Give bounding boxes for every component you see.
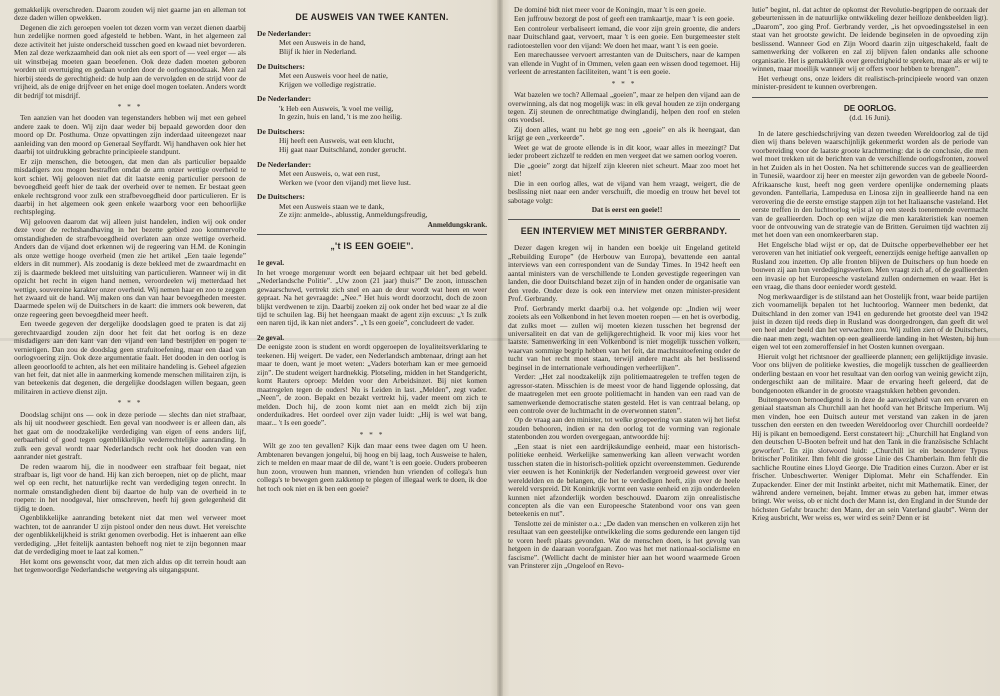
section-divider: * * *	[117, 398, 143, 408]
column-2	[257, 6, 487, 690]
paragraph: Een juffrouw bezorgt de post of geeft een tramkaartje, maar 't is een goeie.	[514, 14, 735, 24]
paragraph: Nog merkwaardiger is de stilstand aan het Oostelijk front, waar beide partijen zich voornamelijk bepalen tot het luchtoorlog. Wanneer men bedenkt, dat Duitschland in den zomer van 1941 en gedurende het grootste deel van 1942 juist in dezen tijd reeds diep in Rusland was doorgedrongen, dan geeft dit wel een heel ander beeld dan het verwachten zou. Wij zullen zien of de Duitschers, die naar men zegt, wachten op een geallieerde landing in het Westen, bij hun eigen wel tot een zomeroffensief in het Oosten kunnen overgaan.	[752, 291, 988, 352]
paragraph: In het vroege morgenuur wordt een bejaard echtpaar uit het bed gebeld. „Nederlandsche Politie”. „Uw zoon (21 jaar) thuis?” De zoon, intusschen gewaarschuwd, vertrekt zich snel en aan de deur wordt wat heen en weer gepraat. Na het gevraagde: „Nee.” Het huis wordt doorzocht, doch de zoon blijkt verdwenen te zijn. Daarbij zoeken zij ook onder het bed waar ze al die tijd te schuilen lag. Bij het heengaan maakt de agent zijn excuus: „'t Is zulk een naren tijd, ik kan niet anders”. „'t Is een goeie”, concludeert de vader.	[257, 267, 487, 328]
poem-speaker: De Nederlander:	[257, 29, 312, 38]
paragraph: De eenigste zoon is student en wordt opgeroepen de loyaliteitsverklaring te teekenen. Hij weigert. De vader, een Nederlandsch ambtenaar, dringt aan het maar te doen, want je moet weten: „Vaders boterham kan er mee gemoeid zijn”. De student weigert hardnekkig. Plotseling, midden in het Standgericht, komt Rauters oproep: Melden voor den Arbeidsinzet. Bij niet komen maatregelen tegen de ouders! Nu is Leiden in last. „Melden”, zegt vader. „Neen”, de zoon. Bepakt en bezakt vertrekt hij, vader meent om zich te melden. Doch hij, de zoon komt niet aan en meldt zich bij zijn onderduikadres. Het oordeel over zijn vader luidt: „Hij is wel wat bang, maar... 't Is een goede”.	[257, 342, 487, 428]
article-title: EEN INTERVIEW MET MINISTER GERBRANDY.	[520, 226, 728, 237]
column-1	[14, 6, 246, 690]
paragraph: Het Engelsche blad wijst er op, dat de Duitsche opperbevelhebber eer het veroveren van het initiatief ook vergeeft, eenerzijds eenige heftige aanvallen op Rusland zou inzetten. Op alle fronten blijven de Duitschers op hun hoede en bouwen zij aan hun verdedigingswerken. Men vraagt zich af, of de geallieerden een invasie op het Europeesche vasteland zullen ondernemen en waar. Het is een vraag, die thans door eenieder wordt gesteld.	[752, 239, 988, 292]
paragraph: Het komt ons gewenscht voor, dat men zich aldus op dit terrein houdt aan het tegenwoordige Nederlandsche wetgeving als uitgangspunt.	[14, 556, 246, 574]
article-title: DE OORLOG.	[843, 103, 897, 113]
paragraph: Ten aanzien van het dooden van tegenstanders hebben wij met een geheel andere zaak te doen. Wij zijn daar weder bij bepaald geworden door den moord op Dr. Posthuma. Onze opvattingen zijn inderdaad uiteengezet naar aanleiding van den moord op Generaal Seyffardt. Wij handhaven ook hier het daarbij tot uitdrukking gebrachte principieele standpunt.	[14, 113, 246, 157]
paragraph: Dezer dagen kregen wij in handen een boekje uit Engeland getiteld „Rebuilding Europe” (de Herbouw van Europa), bevattende een aantal interviews van een correspondent van de Sunday Times. In 1942 heeft een aantal ministers van de verschillende te Londen gevestigde regeeringen van landen, die door Duitschland bezet zijn of in handen onder de organisatie van den vrede. Onder deze is ook een interview met onzen minister-president Prof. Gerbrandy.	[508, 243, 740, 304]
poem-line: Blijf ik hier in Nederland.	[279, 47, 357, 57]
article-title: DE AUSWEIS VAN TWEE KANTEN.	[295, 12, 449, 22]
paragraph: lutie” begint, nl. dat achter de opkomst der Revolutie-begrippen de oorzaak der gebeurtenissen in de natuurlijke ontwikkeling dezer heilloze denkbeelden ligt). „Daarom”, zoo ging Prof. Gerbrandy verder, „is het opvoedingsstelsel in een staat van het grootste gewicht. De leidende beginselen in de opvoeding zijn beslissend. Wanneer God en Zijn Woord daarin zijn uitgeschakeld, faalt de samenwerking der volkeren en zal zij blijven falen ondanks alle schoone organisatie. Het is gemakkelijk over gerechtigheid te spreken, maar als er wij te winnen, maar moeilijk wanneer wij er offers voor hebben te brengen”.	[752, 6, 988, 74]
poem-line: Hij heeft een Ausweis, wat een klucht,	[279, 136, 395, 146]
poem-signature: Anmeldungskrank.	[427, 220, 487, 229]
column-3	[508, 6, 740, 690]
column-4	[752, 6, 988, 690]
case-label: 1e geval.	[257, 258, 285, 268]
article-title: „'t IS EEN GOEIE”.	[330, 241, 414, 252]
poem-line: Hij gaat naar Duitschland, zonder gerucht.	[279, 144, 407, 154]
poem-line: Met een Ausweis in de hand,	[279, 38, 366, 48]
paragraph: Het verheugt ons, onze leiders dit realistisch-principieele woord van onzen minister-president te kunnen overbrengen.	[752, 73, 988, 92]
paragraph: Weet ge wat de groote ellende is in dit koor, waar alles in meezingt? Dat ieder probeert zichzelf te redden en men vergeet dat we samen oorlog voeren.	[508, 142, 740, 161]
poem-speaker: De Duitschers:	[257, 61, 305, 71]
poem-speaker: De Nederlander:	[257, 94, 312, 104]
paragraph: Wilt ge zoo ten gevallen? Kijk dan maar eens twee dagen om U heen. Ambtenaren bevangen jongelui, bij hoog en bij laag, toch Ausweise te halen, zich te melden en maar maar de dil de, want 't is een goeie. Ouders probeeren hun zoon, vrouwen hun mannen, vrienden hun vrienden of collega's hun collega's te bewegen geen zakkenop te plegen of illegaal werk te doen, ik doe het toch ook niet en ik ben een goeie?	[257, 441, 487, 493]
paragraph: Die in een oorlog alles, wat de vijand van hem vraagt, weigert, die de beslissing niet naar een ander verschuift, die moedig en trouw het bevel tot sabotage volgt:	[508, 178, 740, 205]
paragraph: gemakkelijk overschreden. Daarom zouden wij niet gaarne jan en alleman tot deze daden willen opwekken.	[14, 6, 246, 23]
closing-line: Dat is eerst een goeie!!	[591, 204, 663, 214]
paragraph: Wij gelooven daarom dat wij alleen juist handelen, indien wij ook onder deze voor de rechtshandhaving in het bezette gebied zoo kommervolle omstandigheden de strafbevoegdheid overlaten aan onze wettige overheid. Anders dan de vijand doet erkennen wij de regeering van H.M. de Koningin als onze wettige hooge overheid (men zie het artikel „Een taaie legende” elders in dit nummer). Als zoodanig is deze bekleed met de zwaardmacht en zij is daarmede bekleed met uitsluiting van particulieren. Wanneer wij in dit opzicht het recht in eigen hand nemen, veroordeelen wij metterdaad het wettige, souvereine karakter onzer overheid. Wij nemen haar en zoo te zeggen het zwaard uit de hand. Wij maken ons dan van haar bevoegdheden meester. Daarmede spelen wij de Duitschers in de kaart: die immers ook beweren, dat onze regeering geen bevoegdheid meer heeft.	[14, 216, 246, 319]
paragraph: De dominé bidt niet meer voor de Koningin, maar 't is een goeie.	[514, 6, 706, 14]
poem-speaker: De Duitschers:	[257, 192, 305, 202]
poem-line: Met een Ausweis, o, wat een rust,	[279, 169, 381, 179]
section-divider: * * *	[359, 429, 385, 439]
paragraph: Hieruit volgt het richtsnoer der geallieerde plannen; een gelijktijdige invasie. Voor ons blijven de politieke kwesties, die mogelijk tusschen de geallieerden onderling bestaan en voor het resultaat van den oorlog van weinig gewicht zijn, ondergeschikt aan de militaire. Maar de ervaring heeft geleerd, dat de bondgenooten elkander in de grootste vraagstukken hebben gevonden.	[752, 351, 988, 395]
poem-speaker: De Duitschers:	[257, 126, 305, 136]
section-divider: * * *	[611, 78, 637, 88]
poem-line: 'k Heb een Ausweis, 'k voel me veilig,	[279, 103, 394, 113]
paragraph: Buitengewoon bemoedigend is in deze de aanwezigheid van een ervaren en geniaal staatsman als Churchill aan het hoofd van het Britsche Imperium. Wij men vinden, hoe een Duitsch auteur met verstand van zaken in de jaren tusschen den eersten en den tweeden Wereldoorlog over Churchill oordeelde? Hij is pikant en bemoedigend. Eerst constateert hij: „Churchill hat England von den deutschen U-Booten befreit und hat den Tank in die französische Schlacht geworfen”. En zijn slotwoord luidt: „Churchill ist ein besonderer Typus britischer Politiker. Ihm fehlt die grosse Linie des Chamberlain. Ihm fehlt die sachliche Routine eines Lloyd George. Die Tradition eines Curzon. Aber er ist frischer. Unbeschwerter. Weniger Diplomat. Mehr ein Schaffender. Ein Zupackender. Einer der mit Instinkt arbeitet, nicht mit Mathematik. Einer, der während andere verneinen, bejaht. Immer etwas zu geben hat, immer etwas bringt. Wer weiss, ob er nicht doch der Mann ist, den England in der Stunde der höchsten Gefahr braucht: den Mann, der an sein Vaterland glaubt”. Wenn der Krieg ausbricht, Wer weiss es, wer wird es sein? Denn er ist	[752, 395, 988, 523]
divider-rule	[508, 219, 740, 220]
paragraph: Een marechaussee vervoert arrestanten van de Duitschers, naar de kampen van ellende in Vught of in Ommen, velen gaan een wissen dood tegemoet. Hij verleent de arrestanten faciliteiten, want 't is een goeie.	[508, 50, 740, 77]
poem-stanza	[279, 170, 487, 187]
paragraph: Prof. Gerbrandy merkt daarbij o.a. het volgende op: „Indien wij weer zooiets als een Volkenbond in het leven moeten roepen — en het is overbodig, dat zulks moet — zullen wij moeten kiezen tusschen het begrensd der universaliteit en dat van de gelijkgerechtigheid. Ik voor mij kies voor het laatste. Samenwerking in een Volkenbond is niet mogelijk tusschen volken, waarvan sommige begrip hebben van het feit, dat machtsuitoefening onder de tucht van het recht moet staan, terwijl andere macht als het beslissend beginsel in de internationale verhoudingen verheerlijken”.	[508, 303, 740, 372]
poem	[257, 30, 487, 229]
paragraph: Degenen die zich geroepen voelen tot dezen vorm van verzet dienen daarbij hun zedelijke normen goed afgesteld te hebben. Want, in het algemeen zal deze activiteit het juiste onderscheid tusschen goed en kwaad niet bevorderen. Men zal deze werkzaamheid dan ook niet als een sport of — veel erger — als uit winstbejag moeten gaan beoefenen. Ook deze daden moeten geboren worden uit overtuiging en gedaan worden door de oorlogsnoodzaak. Men zal hierbij steeds de gerechtigheid: de hulp aan de vervolgden en de strijd voor de vrijheid, als de enige drijfveer en het enige doel mogen toelaten. Anders wordt dit bedrijf tot misdrijf.	[14, 22, 246, 100]
paragraph: „Een staat is niet een aardrijkskundige eenheid, maar een historisch-politieke eenheid. Werkelijke samenwerking kan alleen verwacht worden tusschen staten die in historisch-politiek opzicht overeenstemmen. Gedurende vier eeuwen is het Koninkrijk der Nederlanden vergroeid geweest over vier wereldelden en de belangen, die het te verdedigen heeft, zijn over de heele wereld verspreid. Dit Koninkrijk vormt een vaste eenheid en zijn onderdeelen kunnen niet afzonderlijk worden beschouwd. Daarom zijn onrealistische concepten als die van een Europeesche Statenbond voor ons van geen beteekenis en nut”.	[508, 441, 740, 519]
paragraph: Zij doen alles, want nu hebt ge nog een „goeie” en als ik heengaat, dan krijgt ge een „verkeerde”.	[508, 124, 740, 143]
paragraph: Een tweede gegeven der dergelijke doodslagen goed te praten is dat zij gerechtvaardigd zouden zijn door het feit dat het oorlog is en deze misdadigers aan den kant van den vijand een land bestrijden en pogen te vernietigen. Dan zou de doodslag geen strafuitoefening, maar een daad van oorlogvoering zijn. Ook deze argumentatie faalt. Het dooden in den oorlog is alleen geoorloofd te achten, als het een militaire handeling is. Geheel afgezien van het feit, dat niet alle in aanmerking komende menschen militairen zijn, is van beteekenis dat degenen, die dergelijke doodslagen willen begaan, geen militairen in actieve dienst zijn.	[14, 319, 246, 396]
section-divider: * * *	[117, 101, 143, 111]
poem-line: Werken we (voor den vijand) met lieve lust.	[279, 177, 411, 187]
divider-rule	[752, 97, 988, 98]
divider-rule	[257, 234, 487, 235]
paragraph: Een controleur verbaliseert iemand, die voor zijn grein groente, die anders naar Duitschland gaat, vervoert, maar 't is een goeie. Een burgemeester stelt radiotoestellen voor den vijand: We doen het maar, want 't is een goeie.	[508, 23, 740, 50]
poem-line: Met een Ausweis voor heel de natie,	[279, 71, 388, 81]
poem-stanza	[279, 105, 487, 122]
paragraph: Verder: „Het zal noodzakelijk zijn politiemaatregelen te treffen tegen de agressor-staten. Misschien is de meest voor de hand liggende oplossing, dat de maatregelen met een groote politiemacht in handen van een raad van de samenwerkende democratische staten gesteld. Het is van centraal belang, op een controle over de luchtmacht in de overwonnen staten”.	[508, 372, 740, 416]
poem-stanza	[279, 203, 487, 220]
poem-line: In gezin, huis en land, 't is me zoo heilig.	[279, 112, 402, 122]
paragraph: Op de vraag aan den minister, tot welke groepeering van staten wij het liefst zouden behooren, indien er na den oorlog tot de vorming van regionale statenbonden zou worden overgegaan, antwoordde hij:	[508, 415, 740, 442]
paragraph: Doodslag schijnt ons — ook in deze periode — slechts dan niet strafbaar, als hij uit noodweer geschiedt. Een geval van noodweer is er alleen dan, als het gaat om de noodzakelijke verdediging van eigen of eens anders lijf, eerbaarheid of goed tegen ogenblikkelijke wederrechtelijke aanranding. In zulk een geval wordt naar Nederlandsch recht ook het dooden van een aanrander niet gestraft.	[14, 409, 246, 462]
page-fold	[497, 0, 503, 696]
paragraph: Ogenblikkelijke aanranding betekent niet dat men wel verweer moet wachten, tot de aanrander U zijn pistool onder den neus duwt. Het vereischte der ogenblikkelijkheid is strikt genomen overbodig. Het is inhaerent aan elke verdediging. „Het feitelijk aantasten behoeft nog niet te zijn begonnen maar dat de verdediging moet te laat zal komen.”	[14, 513, 246, 557]
paragraph: Er zijn menschen, die betoogen, dat men dan als particulier bepaalde misdadigers zou mogen bestraffen omdat de arm onzer wettige overheid te kort schiet. Wij gelooven niet dat dit laatste eenig particulier persoon de bevoegdheid geeft hier de taak der overheid over te nemen. Er bestaat geen enkele rechtsgrond voor zulk een strafbevoegdheid door particulieren. Er is daarbij in het algemeen ook geen enkele waarborg voor een behoorlijke rechtspleging.	[14, 156, 246, 217]
paragraph: Wat bazelen we toch? Allemaal „goeien”, maar ze helpen den vijand aan de overwinning, als dat nog mogelijk was: in elk geval houden ze zijn ondergang tegen. Zij steunen de onrechtmatige dwinglandij, helpen den roof en stelen ons voedsel.	[508, 90, 740, 125]
article-date: (d.d. 16 Juni).	[849, 112, 891, 122]
poem-line: Met een Ausweis staan we te dank,	[279, 201, 385, 211]
poem-stanza	[279, 72, 487, 89]
case-label: 2e geval.	[257, 332, 285, 342]
poem-line: Krijgen we volledige registratie.	[279, 79, 377, 89]
poem-stanza	[279, 137, 487, 154]
paragraph: Tenslotte zei de minister o.a.: „De daden van menschen en volkeren zijn het resultaat van een geestelijke ontwikkeling die soms gedurende een langen tijd te voren heeft plaats gevonden. Wat de menschen doen, is het gevolg van hetgeen in de daaraan voorafgaan. Zoo was het met nationaal-socialisme en fascisme”. (Wellicht dacht de minister hier aan het woord waarmede Groen van Prinsterer zijn „Ongeloof en Revo-	[508, 518, 740, 571]
poem-stanza	[279, 39, 487, 56]
paragraph: De reden waarom hij, die in noodweer een strafbaar feit begaat, niet strafbaar is, ligt voor de hand. Hij kan zich beroepen, niet op de plicht, maar wel op een recht, het natuurlijke recht van verdediging tegen onrecht. In normale omstandigheden dient bij daartoe de hulp van de overheid in te roepen: in het noodgeval, hier omschreven, heeft hij geen gelegenheid dit tijdig te doen.	[14, 461, 246, 513]
poem-speaker: De Nederlander:	[257, 159, 312, 169]
paragraph: Die „goeie” zorgt dat hijzelf zijn kleeren niet scheurt. Maar zoo moet het niet!	[508, 160, 740, 179]
poem-line: Ze zijn: anmelde-, ablusstig, Anmeldungsfreudig,	[279, 210, 428, 220]
paragraph: In de latere geschiedschrijving van dezen tweeden Wereldoorlog zal de tijd dien wij thans beleven waarschijnlijk gekenmerkt worden als de periode van voorbereiding voor de laatste groote krachtmeting: dat is de conclusie, die men wel moet trekken uit de berichten van de verschillende oorlogsfronten, zoowel in het Zuiden als in het Oosten. Na het schitterende succes van de geallieerden in Tunesië, waardoor zij heer en meester zijn geworden van de gebeele Noord-Afrikaansche kust, heeft nog geen verdere openlijke onderneming plaats gevonden. Pantellaria, Lampedusa en Linosa zijn in geallieerde hand na een verovering die de eerste ernstige stappen zijn tot het Italiaansche vasteland. Het eerste treffen in den luchtoorlog wijst al op een steeds toenemende overmacht van de geallieerden. Doch op een wijze die men karakteristiek kan noemen voor de ontvouwing van de strategie van de Britten. Geruimen tijd wachten zij met het doen van een onomkeerbaren stap.	[752, 128, 988, 240]
